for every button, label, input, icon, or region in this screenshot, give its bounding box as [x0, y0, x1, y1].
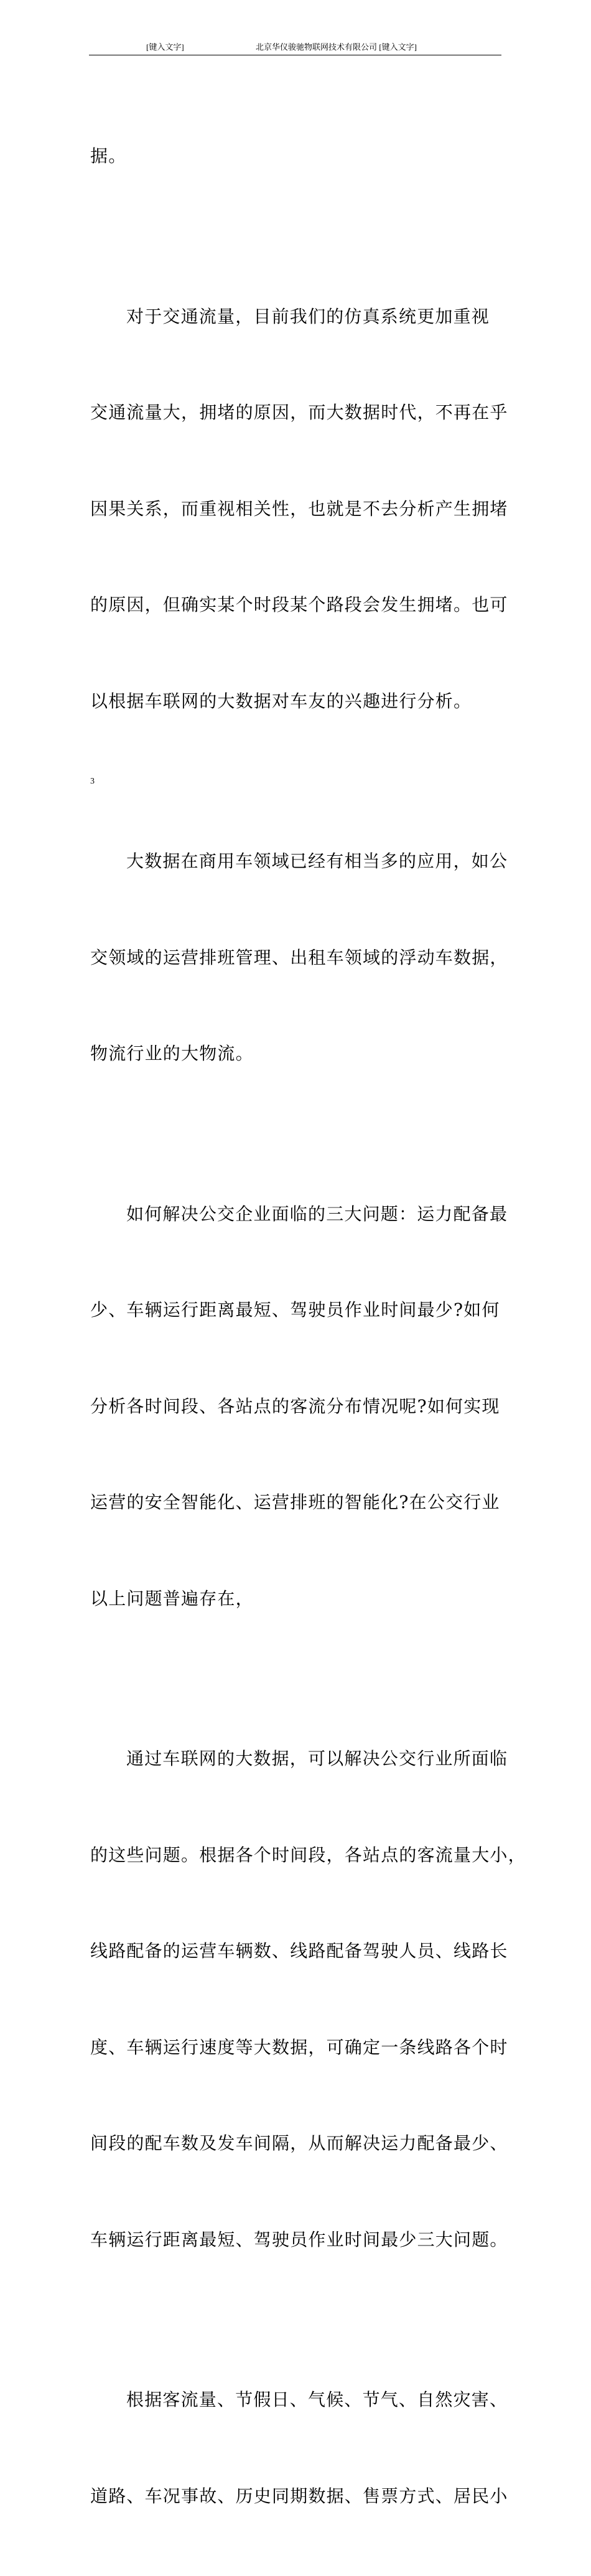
header-placeholder-left: [键入文字]: [146, 42, 184, 52]
paragraph-2: [90, 237, 508, 782]
text-line: 大数据在商用车领域已经有相当多的应用，如公: [126, 851, 508, 871]
page-header: [89, 41, 501, 55]
text-line: 根据客流量、节假日、气候、节气、自然灾害、: [126, 2389, 508, 2410]
page-number: 3: [90, 777, 95, 786]
text-line: 据。: [90, 146, 127, 166]
text-line: 的这些问题。根据各个时间段，各站点的客流量大小，: [90, 1844, 526, 1865]
text-line: 线路配备的运营车辆数、线路配备驾驶人员、线路长: [90, 1941, 508, 1961]
text-line: 交领域的运营排班管理、出租车领域的浮动车数据，: [90, 947, 508, 968]
text-line: 的原因，但确实某个时段某个路段会发生拥堵。也可: [90, 594, 508, 615]
text-line: 运营的安全智能化、运营排班的智能化?在公交行业: [90, 1492, 500, 1512]
text-line: 以上问题普遍存在，: [90, 1588, 254, 1609]
text-line: 分析各时间段、各站点的客流分布情况呢?如何实现: [90, 1395, 500, 1417]
document-body: [90, 76, 526, 2576]
text-line: 因果关系，而重视相关性，也就是不去分析产生拥堵: [90, 498, 508, 519]
text-line: 度、车辆运行速度等大数据，可确定一条线路各个时: [90, 2036, 508, 2058]
text-line: 以根据车联网的大数据对车友的兴趣进行分析。: [90, 690, 472, 711]
paragraph-6: [90, 2320, 508, 2576]
text-line: 物流行业的大物流。: [90, 1043, 254, 1064]
header-company-name: 北京华仪骏驰物联网技术有限公司 [键入文字]: [256, 42, 417, 52]
text-line: 如何解决公交企业面临的三大问题：运力配备最: [126, 1203, 508, 1224]
text-line: 道路、车况事故、历史同期数据、售票方式、居民小: [90, 2485, 508, 2506]
text-line: 少、车辆运行距离最短、驾驶员作业时间最少?如何: [90, 1300, 500, 1320]
text-line: 交通流量大，拥堵的原因，而大数据时代，不再在乎: [90, 402, 508, 423]
paragraph-5: [90, 1679, 526, 2320]
text-line: 对于交通流量，目前我们的仿真系统更加重视: [126, 306, 490, 327]
paragraph-3: [90, 781, 508, 1134]
text-line: 间段的配车数及发车间隔，从而解决运力配备最少、: [90, 2133, 508, 2153]
paragraph-4: [90, 1134, 508, 1679]
paragraph-1: [90, 76, 504, 237]
text-line: 车辆运行距离最短、驾驶员作业时间最少三大问题。: [90, 2229, 508, 2250]
text-line: 通过车联网的大数据，可以解决公交行业所面临: [126, 1748, 508, 1769]
